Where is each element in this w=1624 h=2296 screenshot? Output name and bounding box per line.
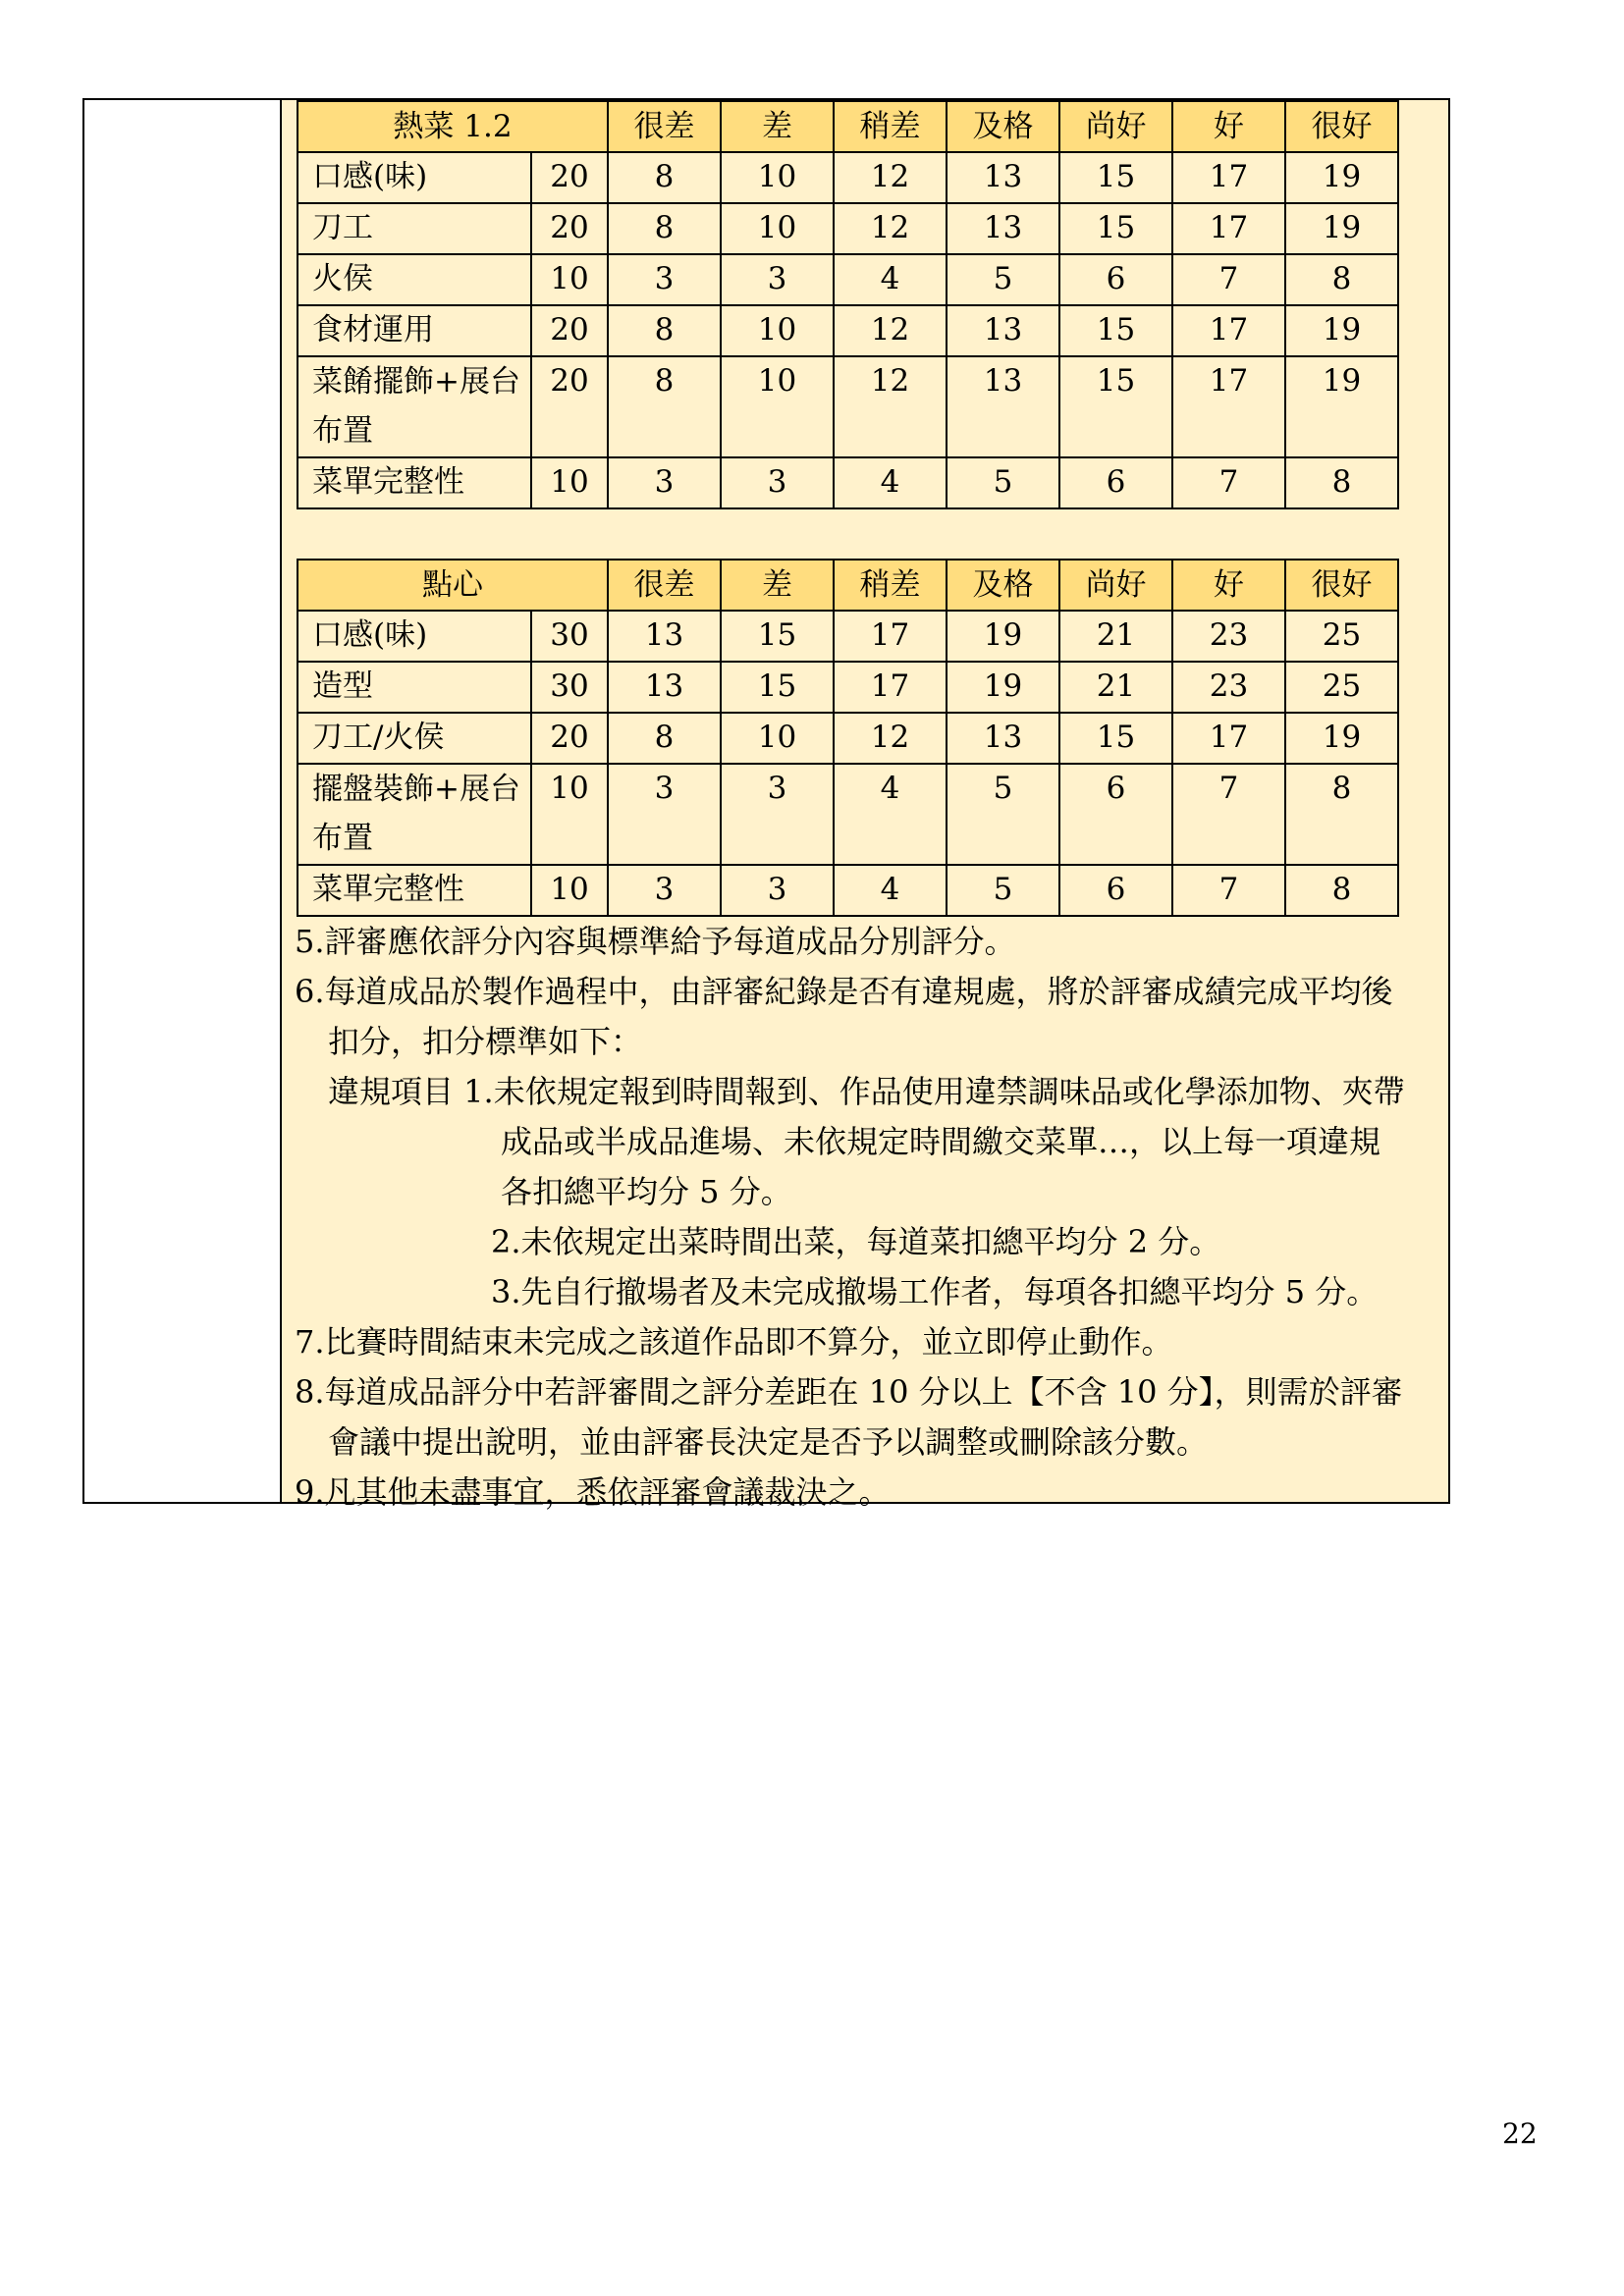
table-row [298, 203, 1398, 254]
score-cell: 12 [834, 305, 947, 356]
score-cell: 25 [1285, 611, 1398, 662]
table-row [298, 254, 1398, 305]
score-cell: 5 [947, 457, 1059, 508]
rating-label-cell: 很差 [608, 101, 721, 152]
weight-cell: 20 [531, 713, 608, 764]
weight-cell: 10 [531, 865, 608, 916]
violation-3: 3.先自行撤場者及未完成撤場工作者，每項各扣總平均分 5 分。 [491, 1273, 1379, 1310]
score-cell: 8 [1285, 457, 1398, 508]
rating-label-cell: 好 [1172, 101, 1285, 152]
table-row [298, 457, 1398, 508]
score-cell: 10 [721, 203, 834, 254]
score-cell: 17 [834, 611, 947, 662]
score-cell: 13 [947, 203, 1059, 254]
table-header-row [298, 101, 1398, 152]
score-cell: 17 [1172, 305, 1285, 356]
category-cell: 菜餚擺飾+展台布置 [298, 356, 531, 457]
weight-cell: 10 [531, 254, 608, 305]
violation-1-line-2: 成品或半成品進場、未依規定時間繳交菜單…，以上每一項違規 [501, 1123, 1381, 1160]
rating-label-cell: 很好 [1285, 560, 1398, 611]
category-cell: 口感(味) [298, 611, 531, 662]
score-cell: 13 [608, 611, 721, 662]
score-cell: 15 [721, 611, 834, 662]
score-cell: 5 [947, 764, 1059, 865]
table-row [298, 865, 1398, 916]
rating-label-cell: 尚好 [1059, 560, 1172, 611]
score-cell: 3 [721, 865, 834, 916]
page-number: 22 [1502, 2117, 1538, 2150]
violation-1-line-1: 違規項目 1.未依規定報到時間報到、作品使用違禁調味品或化學添加物、夾帶 [328, 1073, 1405, 1110]
score-cell: 5 [947, 254, 1059, 305]
score-cell: 8 [608, 152, 721, 203]
weight-cell: 30 [531, 662, 608, 713]
score-cell: 4 [834, 865, 947, 916]
rating-label-cell: 稍差 [834, 560, 947, 611]
score-cell: 7 [1172, 865, 1285, 916]
rating-label-cell: 好 [1172, 560, 1285, 611]
score-cell: 17 [1172, 356, 1285, 457]
right-content-column [282, 100, 1448, 1511]
table-row [298, 662, 1398, 713]
rules-frame [82, 98, 1450, 1511]
note-8-line-1: 8.每道成品評分中若評審間之評分差距在 10 分以上【不含 10 分】，則需於評審 [295, 1373, 1403, 1411]
rating-label-cell: 很差 [608, 560, 721, 611]
score-cell: 8 [608, 356, 721, 457]
rating-label-cell: 很好 [1285, 101, 1398, 152]
note-6-line-1: 6.每道成品於製作過程中，由評審紀錄是否有違規處，將於評審成績完成平均後 [295, 973, 1393, 1010]
score-cell: 12 [834, 152, 947, 203]
rating-label-cell: 差 [721, 560, 834, 611]
category-cell: 刀工 [298, 203, 531, 254]
score-cell: 15 [1059, 203, 1172, 254]
score-cell: 19 [1285, 203, 1398, 254]
table-row [298, 764, 1398, 865]
score-cell: 8 [608, 203, 721, 254]
score-cell: 17 [834, 662, 947, 713]
score-cell: 17 [1172, 152, 1285, 203]
score-cell: 19 [1285, 305, 1398, 356]
score-cell: 10 [721, 305, 834, 356]
score-cell: 19 [1285, 356, 1398, 457]
table-title-cell: 點心 [298, 560, 608, 611]
category-cell: 造型 [298, 662, 531, 713]
table-title-cell: 熱菜 1.2 [298, 101, 608, 152]
score-cell: 13 [947, 152, 1059, 203]
score-cell: 19 [947, 611, 1059, 662]
score-cell: 23 [1172, 662, 1285, 713]
score-cell: 21 [1059, 611, 1172, 662]
note-6-line-2: 扣分，扣分標準如下： [328, 1023, 643, 1060]
score-cell: 8 [1285, 865, 1398, 916]
score-cell: 15 [1059, 713, 1172, 764]
rating-label-cell: 及格 [947, 101, 1059, 152]
score-cell: 6 [1059, 457, 1172, 508]
rules-notes [295, 917, 1443, 1518]
score-cell: 8 [1285, 254, 1398, 305]
rating-label-cell: 稍差 [834, 101, 947, 152]
weight-cell: 10 [531, 457, 608, 508]
category-cell: 菜單完整性 [298, 865, 531, 916]
score-cell: 19 [1285, 152, 1398, 203]
weight-cell: 20 [531, 305, 608, 356]
weight-cell: 20 [531, 356, 608, 457]
table-row [298, 611, 1398, 662]
rating-label-cell: 差 [721, 101, 834, 152]
score-cell: 3 [721, 457, 834, 508]
score-cell: 7 [1172, 254, 1285, 305]
weight-cell: 20 [531, 152, 608, 203]
score-cell: 13 [947, 713, 1059, 764]
score-cell: 6 [1059, 254, 1172, 305]
score-cell: 13 [608, 662, 721, 713]
score-cell: 3 [608, 865, 721, 916]
score-cell: 23 [1172, 611, 1285, 662]
score-cell: 13 [947, 356, 1059, 457]
weight-cell: 30 [531, 611, 608, 662]
score-cell: 8 [608, 305, 721, 356]
category-cell: 刀工/火侯 [298, 713, 531, 764]
score-cell: 12 [834, 356, 947, 457]
score-cell: 3 [721, 764, 834, 865]
score-cell: 15 [721, 662, 834, 713]
weight-cell: 20 [531, 203, 608, 254]
score-cell: 4 [834, 457, 947, 508]
category-cell: 火侯 [298, 254, 531, 305]
score-cell: 3 [608, 764, 721, 865]
score-cell: 15 [1059, 152, 1172, 203]
note-8-line-2: 會議中提出說明，並由評審長決定是否予以調整或刪除該分數。 [328, 1423, 1209, 1461]
score-cell: 12 [834, 713, 947, 764]
score-cell: 3 [608, 457, 721, 508]
score-cell: 13 [947, 305, 1059, 356]
score-cell: 10 [721, 713, 834, 764]
category-cell: 菜單完整性 [298, 457, 531, 508]
table-row [298, 305, 1398, 356]
score-cell: 17 [1172, 203, 1285, 254]
violation-1-line-3: 各扣總平均分 5 分。 [501, 1173, 792, 1210]
score-cell: 3 [608, 254, 721, 305]
weight-cell: 10 [531, 764, 608, 865]
score-cell: 19 [947, 662, 1059, 713]
violation-2: 2.未依規定出菜時間出菜，每道菜扣總平均分 2 分。 [491, 1223, 1221, 1260]
score-cell: 15 [1059, 305, 1172, 356]
note-9: 9.凡其他未盡事宜，悉依評審會議裁決之。 [295, 1473, 891, 1511]
score-cell: 7 [1172, 764, 1285, 865]
hot-dish-score-table [297, 100, 1399, 509]
score-cell: 25 [1285, 662, 1398, 713]
score-cell: 7 [1172, 457, 1285, 508]
score-cell: 8 [1285, 764, 1398, 865]
score-cell: 4 [834, 764, 947, 865]
score-cell: 12 [834, 203, 947, 254]
table-header-row [298, 560, 1398, 611]
table-row [298, 152, 1398, 203]
dessert-score-table [297, 559, 1399, 917]
category-cell: 食材運用 [298, 305, 531, 356]
score-cell: 8 [608, 713, 721, 764]
score-cell: 4 [834, 254, 947, 305]
left-label-column [84, 100, 282, 1502]
rating-label-cell: 及格 [947, 560, 1059, 611]
score-cell: 3 [721, 254, 834, 305]
score-cell: 19 [1285, 713, 1398, 764]
score-cell: 5 [947, 865, 1059, 916]
category-cell: 擺盤裝飾+展台布置 [298, 764, 531, 865]
table-row [298, 713, 1398, 764]
score-cell: 10 [721, 356, 834, 457]
score-cell: 21 [1059, 662, 1172, 713]
score-cell: 17 [1172, 713, 1285, 764]
note-7: 7.比賽時間結束未完成之該道作品即不算分，並立即停止動作。 [295, 1323, 1173, 1361]
score-cell: 15 [1059, 356, 1172, 457]
table-row [298, 356, 1398, 457]
note-5: 5.評審應依評分內容與標準給予每道成品分別評分。 [295, 923, 1016, 960]
score-cell: 6 [1059, 764, 1172, 865]
score-cell: 6 [1059, 865, 1172, 916]
category-cell: 口感(味) [298, 152, 531, 203]
score-cell: 10 [721, 152, 834, 203]
rating-label-cell: 尚好 [1059, 101, 1172, 152]
